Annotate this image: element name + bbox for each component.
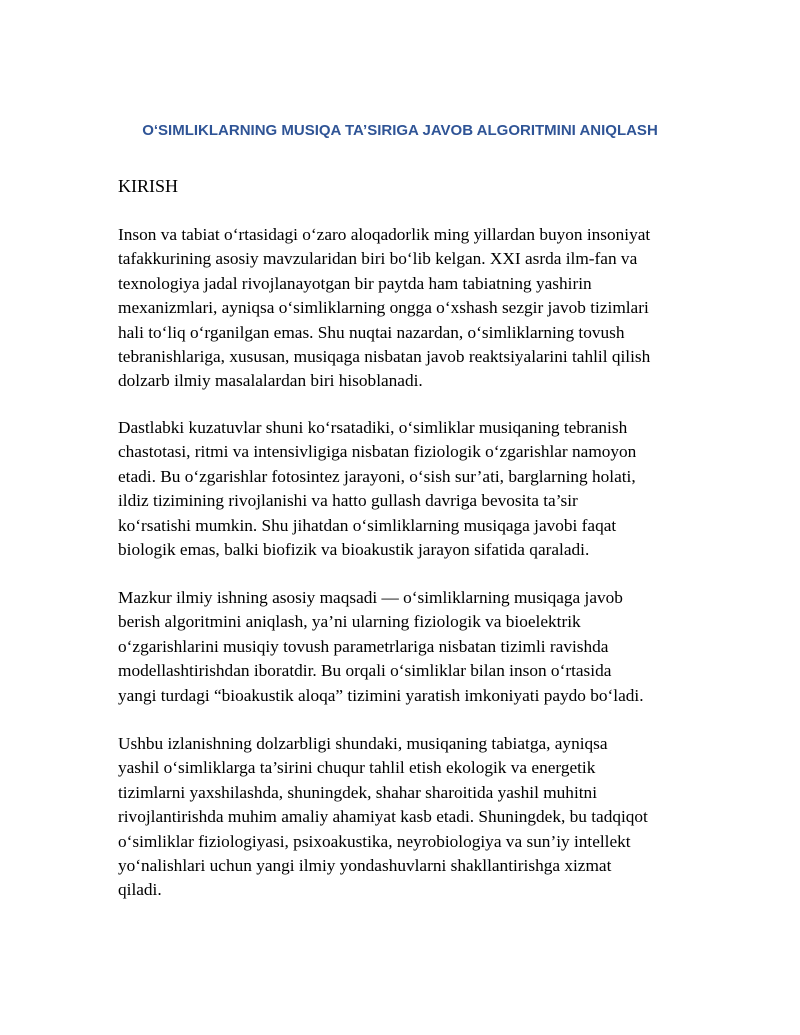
paragraph-line: qiladi. xyxy=(118,880,162,900)
paragraph-line: yo‘nalishlari uchun yangi ilmiy yondashuvlarni shakllantirishga xizmat xyxy=(118,856,612,876)
paragraph-line: yangi turdagi “bioakustik aloqa” tizimini yaratish imkoniyati paydo bo‘ladi. xyxy=(118,685,644,705)
paragraph-line: modellashtirishdan iboratdir. Bu orqali o‘simliklar bilan inson o‘rtasida xyxy=(118,661,612,681)
paragraph-line: etadi. Bu o‘zgarishlar fotosintez jarayoni, o‘sish sur’ati, barglarning holati, xyxy=(118,466,636,486)
paragraph-1 xyxy=(118,223,690,394)
paragraph-line: berish algoritmini aniqlash, ya’ni ularning fiziologik va bioelektrik xyxy=(118,612,581,632)
paragraph-line: Mazkur ilmiy ishning asosiy maqsadi — o‘simliklarning musiqaga javob xyxy=(118,588,623,607)
document-title: O‘SIMLIKLARNING MUSIQA TA’SIRIGA JAVOB ALGORITMINI ANIQLASH xyxy=(142,122,658,139)
paragraph-line: o‘simliklar fiziologiyasi, psixoakustika, neyrobiologiya va sun’iy intellekt xyxy=(118,831,631,851)
paragraph-line: ko‘rsatishi mumkin. Shu jihatdan o‘simliklarning musiqaga javobi faqat xyxy=(118,515,617,535)
paragraph-line: Inson va tabiat o‘rtasidagi o‘zaro aloqadorlik ming yillardan buyon insoniyat xyxy=(118,225,651,244)
paragraph-line: biologik emas, balki biofizik va bioakustik jarayon sifatida qaraladi. xyxy=(118,540,590,560)
paragraph-line: chastotasi, ritmi va intensivligiga nisbatan fiziologik o‘zgarishlar namoyon xyxy=(118,442,637,462)
paragraph-line: texnologiya jadal rivojlanayotgan bir paytda ham tabiatning yashirin xyxy=(118,273,592,293)
paragraph-line: dolzarb ilmiy masalalardan biri hisoblanadi. xyxy=(118,371,423,391)
paragraph-line: tizimlarni yaxshilashda, shuningdek, shahar sharoitida yashil muhitni xyxy=(118,782,597,802)
paragraph-line: rivojlantirishda muhim amaliy ahamiyat kasb etadi. Shuningdek, bu tadqiqot xyxy=(118,807,648,827)
paragraph-line: o‘zgarishlarini musiqiy tovush parametrlariga nisbatan tizimli ravishda xyxy=(118,636,609,656)
paragraph-line: yashil o‘simliklarga ta’sirini chuqur tahlil etish ekologik va energetik xyxy=(118,758,596,778)
paragraph-line: Dastlabki kuzatuvlar shuni ko‘rsatadiki, o‘simliklar musiqaning tebranish xyxy=(118,418,628,437)
paragraph-line: tafakkurining asosiy mavzularidan biri bo‘lib kelgan. XXI asrda ilm-fan va xyxy=(118,249,638,269)
section-heading: KIRISH xyxy=(118,176,179,196)
paragraph-3 xyxy=(118,586,690,708)
paragraph-line: tebranishlariga, xususan, musiqaga nisbatan javob reaktsiyalarini tahlil qilish xyxy=(118,347,651,367)
paragraph-line: hali to‘liq o‘rganilgan emas. Shu nuqtai nazardan, o‘simliklarning tovush xyxy=(118,322,625,342)
paragraph-line: ildiz tizimining rivojlanishi va hatto gullash davriga bevosita ta’sir xyxy=(118,491,578,511)
paragraph-line: mexanizmlari, ayniqsa o‘simliklarning ongga o‘xshash sezgir javob tizimlari xyxy=(118,298,649,318)
paragraph-line: Ushbu izlanishning dolzarbligi shundaki, musiqaning tabiatga, ayniqsa xyxy=(118,734,608,753)
paragraph-4 xyxy=(118,732,690,903)
paragraph-2 xyxy=(118,416,690,562)
